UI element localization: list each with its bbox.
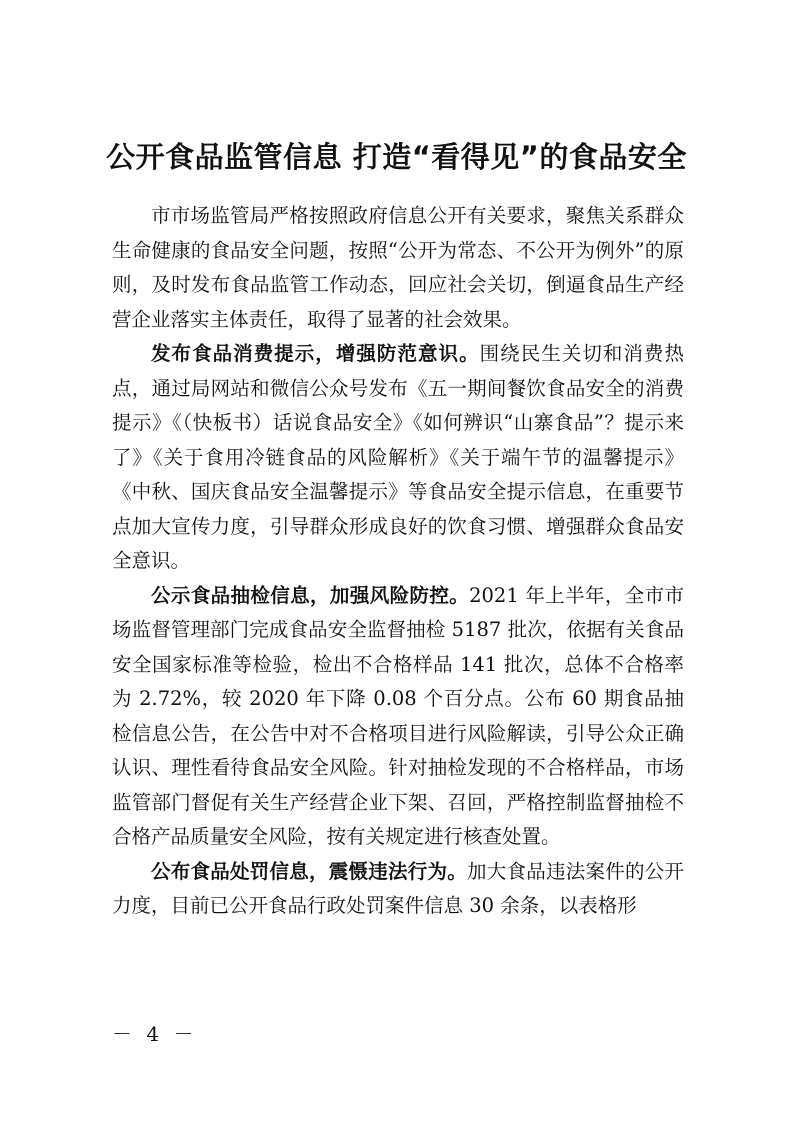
document-title: 公开食品监管信息 打造“看得见”的食品安全 bbox=[106, 140, 687, 175]
paragraph-text: 2021 年上半年，全市市场监督管理部门完成食品安全监督抽检 5187 批次，依据有关食品安全国家标准等检验，检出不合格样品 141 批次，总体不合格率为 2.72%，较 2020 年下降 0.08 个百分点。公布 60 期食品抽检信息公告，在公告中对不合格项目进行风险解读，引导公众正确认识、理性看待食品安全风险。针对抽检发现的不合格样品，市场监管部门督促有关生产经营企业下架、召回，严格控制监督抽检不合格产品质量安全风险，按有关规定进行核查处置。 bbox=[112, 583, 684, 848]
page-number: － 4 － bbox=[112, 1022, 198, 1046]
document-body bbox=[112, 199, 684, 924]
paragraph-lead: 公布食品处罚信息，震慑违法行为。 bbox=[151, 859, 467, 883]
paragraph-consumption-tips bbox=[112, 337, 684, 579]
paragraph-lead: 公示食品抽检信息，加强风险防控。 bbox=[151, 583, 470, 607]
paragraph-penalty-info bbox=[112, 855, 684, 924]
paragraph-text: 加大食品违法案件的公开力度，目前已公开食品行政处罚案件信息 30 余条，以表格形 bbox=[112, 859, 684, 917]
paragraph-lead: 发布食品消费提示，增强防范意识。 bbox=[151, 342, 480, 365]
paragraph-inspection-info bbox=[112, 579, 684, 855]
paragraph-text: 围绕民生关切和消费热点，通过局网站和微信公众号发布《五一期间餐饮食品安全的消费提示》《（快板书）话说食品安全》《如何辨识“山寨食品”？提示来了》《关于食用冷链食品的风险解析》《关于端午节的温馨提示》《中秋、国庆食品安全温馨提示》等食品安全提示信息，在重要节点加大宣传力度，引导群众形成良好的饮食习惯、增强群众食品安全意识。 bbox=[112, 342, 684, 572]
paragraph-intro bbox=[112, 199, 684, 337]
paragraph-text: 市市场监管局严格按照政府信息公开有关要求，聚焦关系群众生命健康的食品安全问题，按照“公开为常态、不公开为例外”的原则，及时发布食品监管工作动态，回应社会关切，倒逼食品生产经营企业落实主体责任，取得了显著的社会效果。 bbox=[112, 204, 684, 331]
